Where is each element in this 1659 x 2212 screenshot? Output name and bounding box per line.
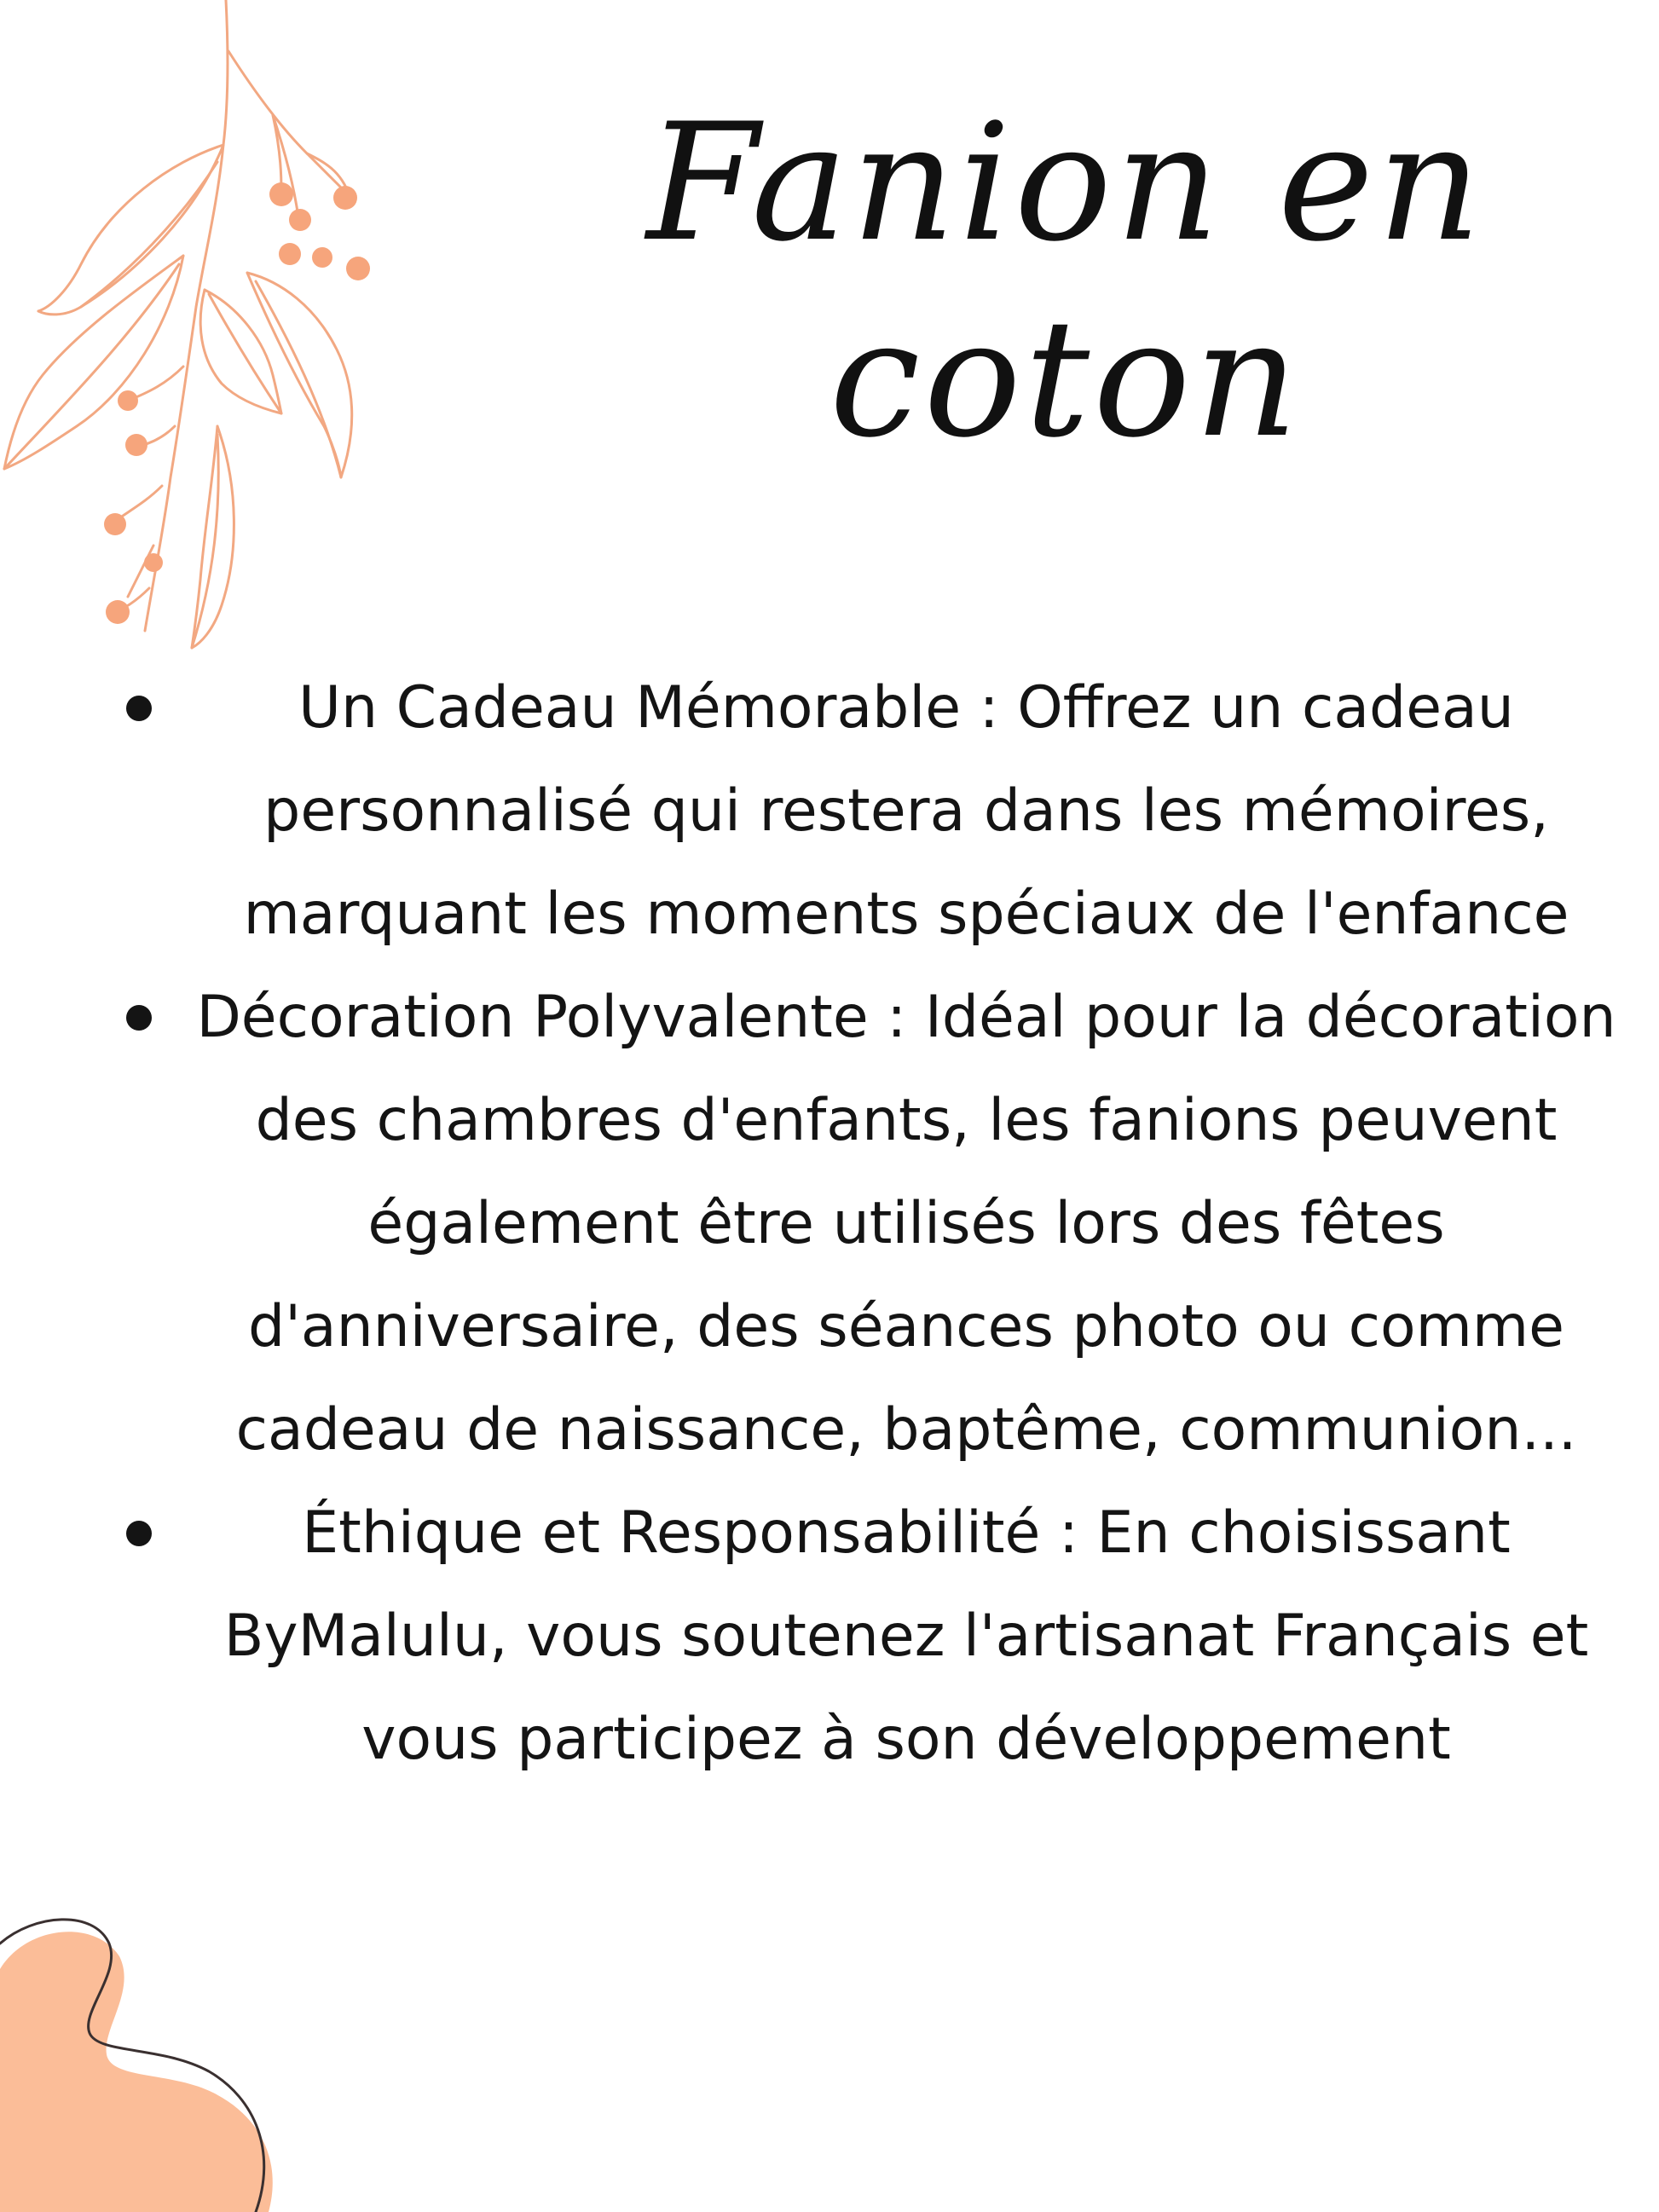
list-item-text: Décoration Polyvalente : Idéal pour la décoration des chambres d'enfants, les fanions peuvent également être utilisés lors des fêtes d'anniversaire, des séances photo ou comme cadeau de naissance, baptême, communion...	[196, 984, 1616, 1464]
list-item	[111, 656, 1625, 966]
title-line-2: coton	[830, 285, 1302, 473]
page-title	[477, 85, 1654, 477]
bullet-icon	[126, 1521, 152, 1546]
floral-branch-illustration	[0, 0, 392, 665]
list-item-text: Éthique et Responsabilité : En choisissant ByMalulu, vous soutenez l'artisanat Français et vous participez à son développement	[223, 1499, 1589, 1773]
bullet-icon	[126, 696, 152, 721]
peach-blob-shape	[0, 1909, 290, 2212]
feature-list	[111, 656, 1625, 1791]
list-item	[111, 966, 1625, 1481]
list-item	[111, 1481, 1625, 1791]
list-item-text: Un Cadeau Mémorable : Offrez un cadeau personnalisé qui restera dans les mémoires, marquant les moments spéciaux de l'enfance	[243, 674, 1569, 948]
bullet-icon	[126, 1005, 152, 1031]
title-line-1: Fanion en	[646, 89, 1485, 277]
